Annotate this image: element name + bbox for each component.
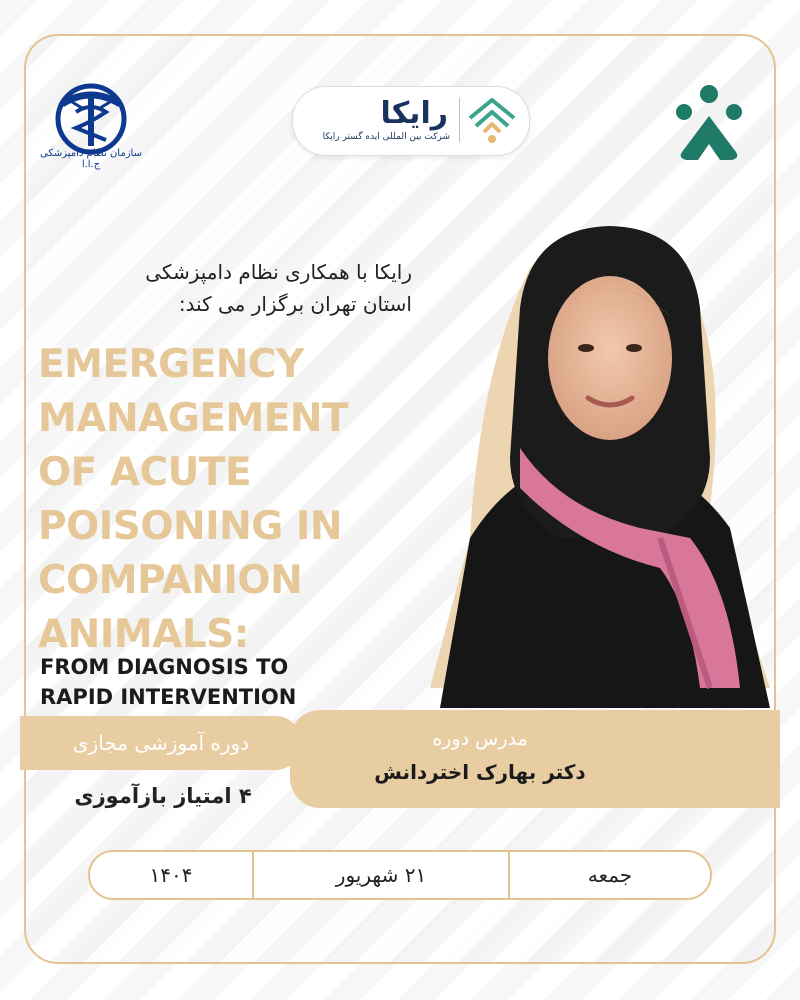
course-type-badge: دوره آموزشی مجازی	[20, 716, 302, 770]
course-credits: ۴ امتیاز بازآموزی	[74, 784, 252, 808]
vet-logo-caption: سازمان نظام دامپزشکی ج.ا.ا	[40, 148, 142, 170]
course-title	[38, 338, 388, 662]
partner-logo-divider	[459, 98, 460, 142]
instructor-box	[290, 710, 780, 808]
course-subtitle-line: FROM DIAGNOSIS TO	[40, 655, 289, 679]
intro-text	[40, 256, 412, 320]
course-subtitle-line: RAPID INTERVENTION	[40, 685, 297, 709]
intro-line-2: استان تهران برگزار می کند:	[178, 292, 412, 316]
partner-logo-name: رایکا	[380, 96, 448, 131]
raika-bell-icon	[464, 94, 520, 146]
course-title-line: MANAGEMENT	[38, 396, 349, 441]
partner-logo-subtitle: شرکت بین المللی ایده گستر رایکا	[322, 132, 450, 142]
paw-logo-icon	[668, 82, 750, 164]
instructor-name: دکتر بهارک اختردانش	[374, 760, 586, 784]
schedule-bar	[88, 850, 712, 900]
course-subtitle	[40, 652, 370, 712]
course-title-line: ANIMALS:	[38, 612, 249, 657]
instructor-portrait	[410, 208, 780, 708]
course-title-line: OF ACUTE	[38, 450, 252, 495]
course-title-line: COMPANION	[38, 558, 303, 603]
intro-line-1: رایکا با همکاری نظام دامپزشکی	[145, 260, 412, 284]
instructor-label: مدرس دوره	[432, 728, 528, 750]
course-title-line: EMERGENCY	[38, 342, 304, 387]
schedule-date: ۲۱ شهریور	[254, 852, 510, 898]
vet-organization-logo	[54, 82, 128, 156]
course-title-line: POISONING IN	[38, 504, 343, 549]
schedule-year: ۱۴۰۴	[90, 852, 254, 898]
schedule-weekday: جمعه	[587, 863, 633, 887]
